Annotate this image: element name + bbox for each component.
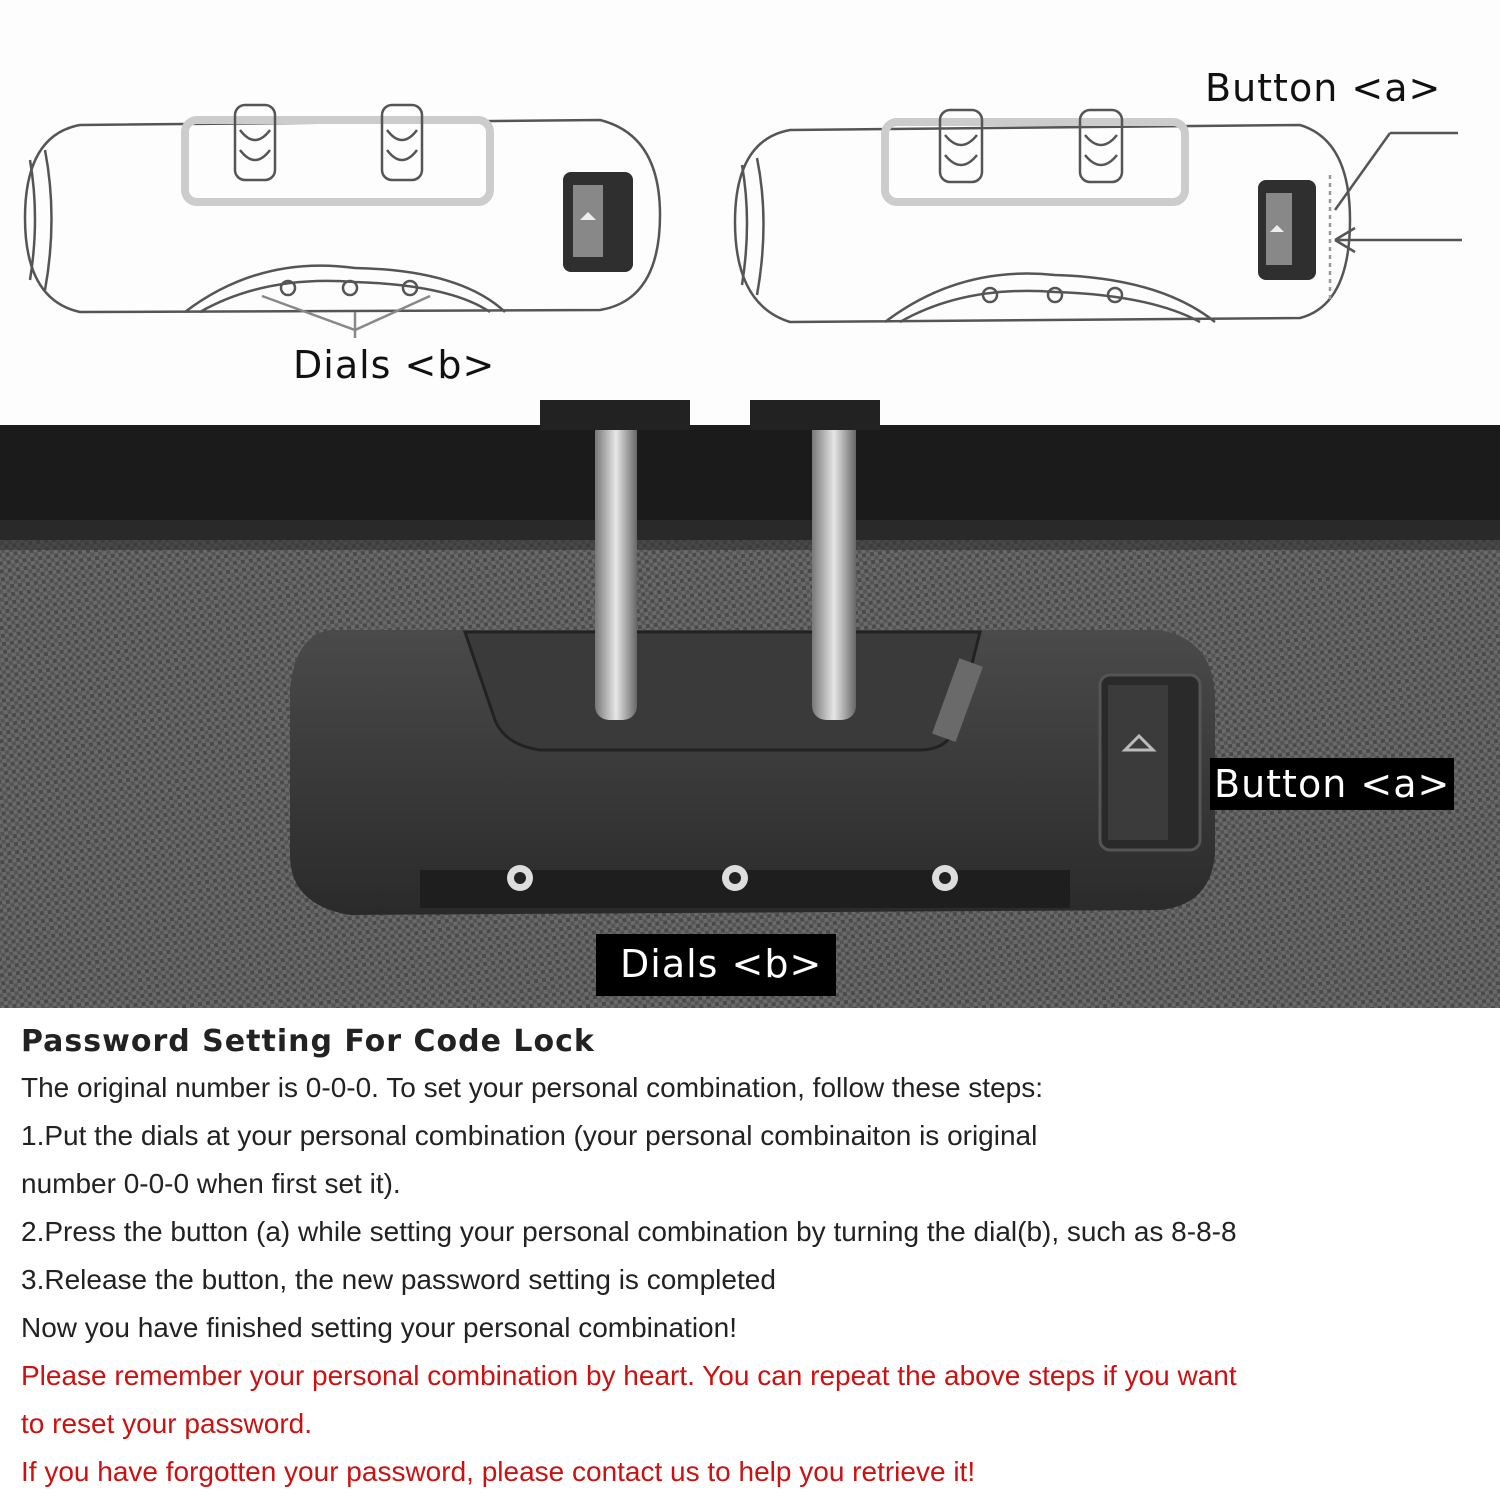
finished-message: Now you have finished setting your personal combination! (21, 1312, 737, 1343)
warning-line-1: Please remember your personal combination by heart. You can repeat the above steps if you want (21, 1360, 1237, 1391)
instructions-title: Password Setting For Code Lock (21, 1024, 595, 1059)
warning-line-2: to reset your password. (21, 1408, 313, 1439)
right-lock-button-drawing (1258, 180, 1316, 280)
left-lock-button-drawing (563, 172, 633, 272)
lock-photo (0, 400, 1500, 1008)
dial-wheels (420, 865, 1070, 908)
step-1-line-2: number 0-0-0 when first set it). (21, 1168, 401, 1199)
step-1-line-1: 1.Put the dials at your personal combination (your personal combinaiton is original (21, 1120, 1038, 1151)
photo-dials-label: Dials <b> (596, 934, 836, 996)
lock-diagram-section (0, 0, 1500, 425)
top-dials-label: Dials <b> (293, 343, 496, 387)
step-2: 2.Press the button (a) while setting your personal combination by turning the dial(b), such as 8-8-8 (21, 1216, 1237, 1247)
instructions-section (0, 1008, 1500, 1500)
forgot-password-note: If you have forgotten your password, please contact us to help you retrieve it! (21, 1456, 976, 1487)
step-3: 3.Release the button, the new password setting is completed (21, 1264, 776, 1295)
lock-button (1100, 675, 1200, 850)
lock-photo-section (0, 400, 1500, 1008)
photo-button-label: Button <a> (1210, 758, 1454, 810)
top-button-label: Button <a> (1205, 66, 1442, 110)
instructions-intro: The original number is 0-0-0. To set your personal combination, follow these steps: (21, 1072, 1044, 1103)
lock-line-drawing (0, 0, 1500, 425)
